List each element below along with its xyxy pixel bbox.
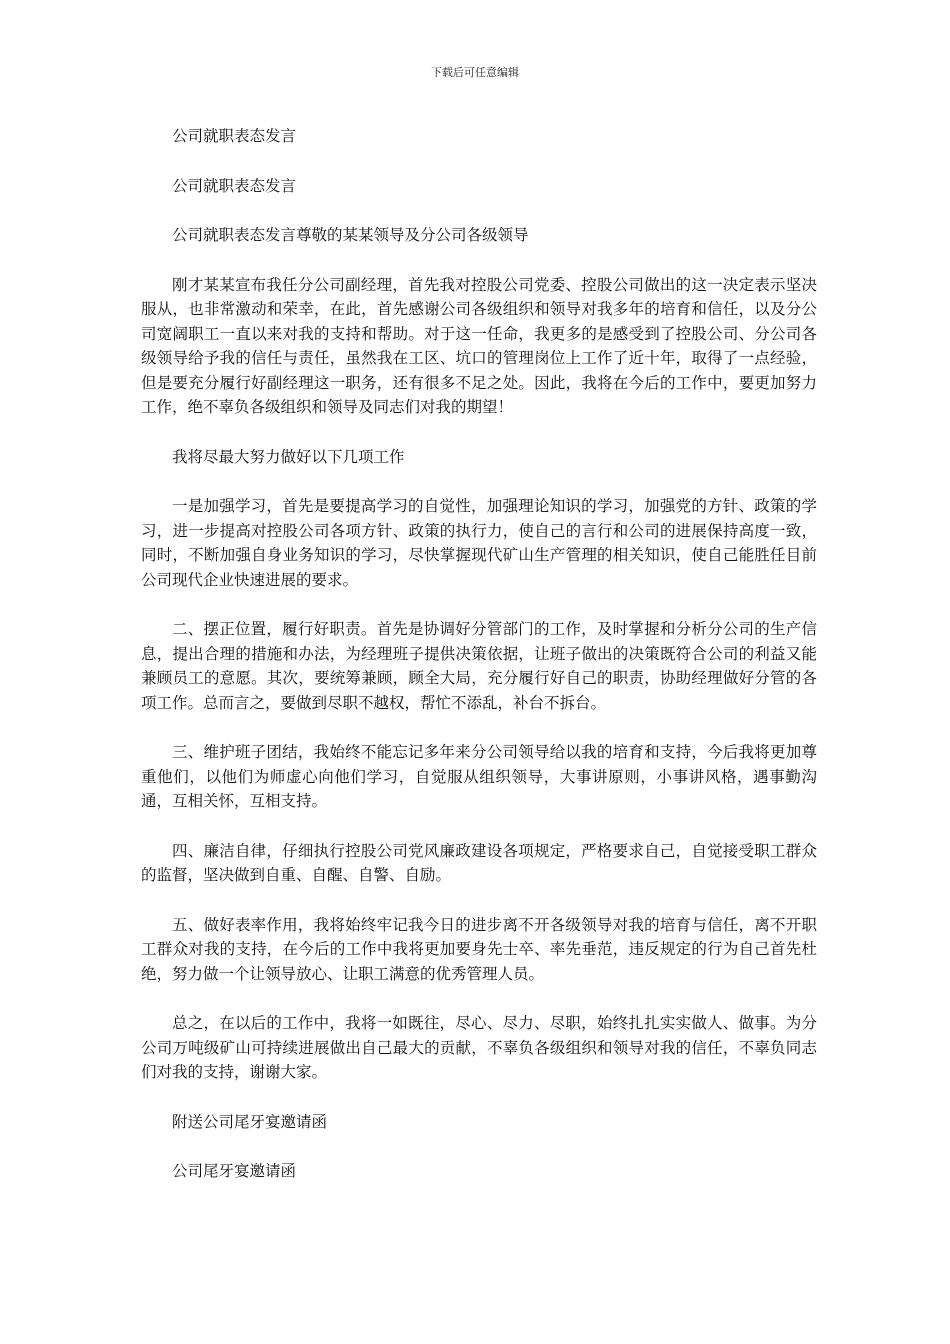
- document-subtitle: 公司就职表态发言: [172, 176, 297, 195]
- page-header: 下载后可任意编辑: [431, 66, 519, 79]
- point-five-paragraph: 五、做好表率作用，我将始终牢记我今日的进步离不开各级领导对我的培育与信任，离不开职工群众对我的支持，在今后的工作中我将更加要身先士卒、率先垂范，违反规定的行为自己首先杜绝，努力做一个让领导放心、让职工满意的优秀管理人员。: [141, 915, 817, 983]
- appendix-heading: 附送公司尾牙宴邀请函: [172, 1112, 328, 1131]
- salutation-paragraph: 公司就职表态发言尊敬的某某领导及分公司各级领导: [172, 226, 529, 244]
- opening-paragraph: 刚才某某宣布我任分公司副经理，首先我对控股公司党委、控股公司做出的这一决定表示坚决服从，也非常激动和荣幸，在此，首先感谢公司各级组织和领导对我多年的培育和信任，以及分公司宽阔职工一直以来对我的支持和帮助。对于这一任命，我更多的是感受到了控股公司、分公司各级领导给予我的信任与责任，虽然我在工区、坑口的管理岗位上工作了近十年，取得了一点经验，但是要充分履行好副经理这一职务，还有很多不足之处。因此，我将在今后的工作中，要更加努力工作，绝不辜负各级组织和领导及同志们对我的期望！: [141, 275, 817, 416]
- point-two-paragraph: 二、摆正位置，履行好职责。首先是协调好分管部门的工作，及时掌握和分析分公司的生产信息，提出合理的措施和办法，为经理班子提供决策依据，让班子做出的决策既符合公司的利益又能兼顾员工的意愿。其次，要统筹兼顾，顾全大局，充分履行好自己的职责，协助经理做好分管的各项工作。总而言之，要做到尽职不越权，帮忙不添乱，补台不拆台。: [141, 620, 817, 712]
- invitation-title: 公司尾牙宴邀请函: [172, 1162, 297, 1180]
- point-four-paragraph: 四、廉洁自律，仔细执行控股公司党风廉政建设各项规定，严格要求自己，自觉接受职工群众的监督，坚决做到自重、自醒、自警、自励。: [141, 841, 817, 884]
- document-body: [141, 124, 817, 1209]
- document-title: 公司就职表态发言: [172, 127, 297, 145]
- closing-paragraph: 总之，在以后的工作中，我将一如既往，尽心、尽力、尽职，始终扎扎实实做人、做事。为分公司万吨级矿山可持续进展做出自己最大的贡献，不辜负各级组织和领导对我的信任，不辜负同志们对我的支持，谢谢大家。: [141, 1014, 817, 1081]
- work-plan-heading: 我将尽最大努力做好以下几项工作: [172, 447, 405, 466]
- point-three-paragraph: 三、维护班子团结，我始终不能忘记多年来分公司领导给以我的培育和支持，今后我将更加尊重他们，以他们为师虚心向他们学习，自觉服从组织领导，大事讲原则，小事讲风格，遇事勤沟通，互相关怀，互相支持。: [141, 743, 817, 810]
- point-one-paragraph: 一是加强学习，首先是要提高学习的自觉性，加强理论知识的学习，加强党的方针、政策的学习，进一步提高对控股公司各项方针、政策的执行力，使自己的言行和公司的进展保持高度一致，同时，不断加强自身业务知识的学习，尽快掌握现代矿山生产管理的相关知识，使自己能胜任目前公司现代企业快速进展的要求。: [141, 497, 817, 589]
